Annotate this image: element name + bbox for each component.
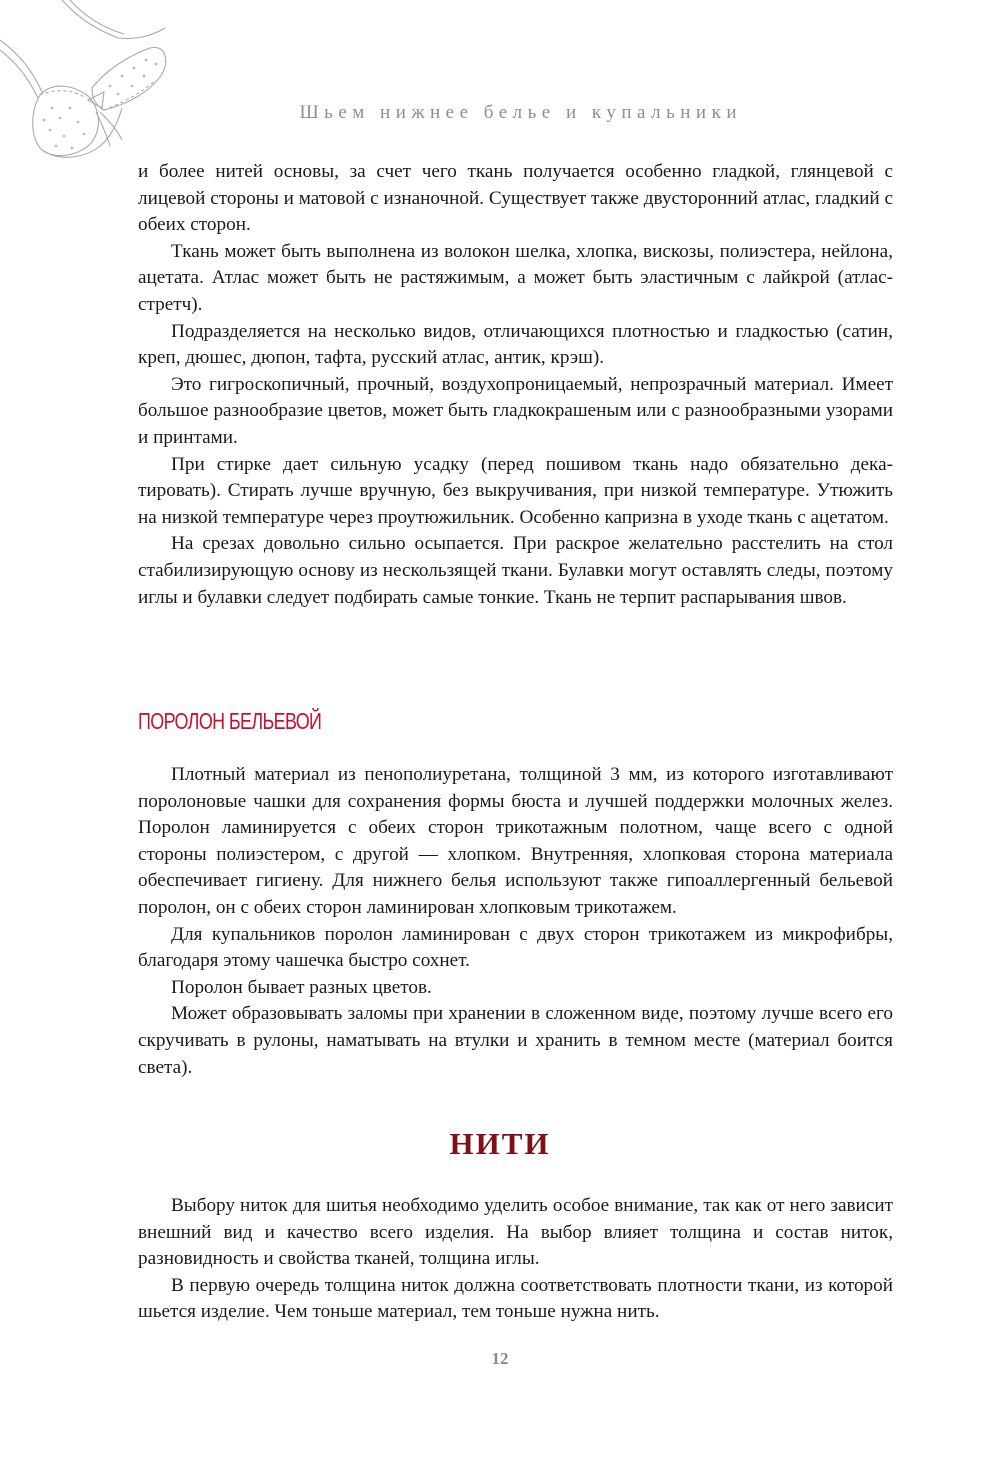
chapter-heading-threads: НИТИ — [449, 1126, 551, 1161]
paragraph: и более нитей основы, за счет чего ткань получается особенно гладкой, глянцевой с лицевой стороны и матовой с изнаночной. Существует также двусторонний атлас, гладкий с обеих сторон. — [138, 161, 893, 236]
section-threads — [138, 1193, 893, 1326]
paragraph: При стирке дает сильную усадку (перед пошивом ткань надо обязательно декатировать). Стирать лучше вручную, без выкручивания, при низкой температуре. Утюжить на низкой температуре через проутюжильник. Особенно капризна в уходе ткань с ацетатом. — [138, 453, 893, 528]
paragraph: Это гигроскопичный, прочный, воздухопроницаемый, непрозрачный материал. Имеет большое разнообразие цветов, может быть гладкокрашеным или с разнообразными узорами и принтами. — [138, 373, 893, 448]
paragraph: Подразделяется на несколько видов, отличающихся плотностью и гладкостью (сатин, креп, дюшес, дюпон, тафта, русский атлас, антик, крэш). — [138, 320, 893, 369]
paragraph: Ткань может быть выполнена из волокон шелка, хлопка, вискозы, полиэстера, нейлона, ацетата. Атлас может быть не растяжимым, а может быть эластичным с лайкрой (атлас-стретч). — [138, 240, 893, 315]
paragraph: На срезах довольно сильно осыпается. При раскрое желательно расстелить на стол стабилизирующую основу из нескользящей ткани. Булавки могут оставлять следы, поэтому иглы и булавки следует подбирать самые тонкие. Ткань не терпит распарывания швов. — [138, 533, 893, 608]
paragraph: В первую очередь толщина ниток должна соответствовать плотности ткани, из которой шьется изделие. Чем тоньше материал, тем тоньше нужна нить. — [138, 1274, 893, 1323]
bra-sketch-icon — [0, 0, 180, 170]
running-header: Шьем нижнее белье и купальники — [299, 102, 742, 123]
paragraph: Поролон бывает разных цветов. — [171, 976, 432, 998]
paragraph: Плотный материал из пенополиуретана, толщиной 3 мм, из которого изготавливают поролоновые чашки для сохранения формы бюста и лучшей поддержки молочных желез. Поролон ламинируется с обеих сторон трикотажным полотном, чаще всего с одной стороны полиэстером, с другой — хлопком. Внутренняя, хлопковая сторона материала обеспечивает гигиену. Для нижнего белья используют также гипоаллергенный бельевой поролон, он с обеих сторон ламинирован хлопковым трикотажем. — [138, 764, 893, 918]
page-number: 12 — [491, 1349, 509, 1368]
section-foam — [138, 762, 893, 1081]
section-satin — [138, 159, 893, 611]
paragraph: Выбору ниток для шитья необходимо уделить особое внимание, так как от него зависит внешний вид и качество всего изделия. На выбор влияет толщина и состав ниток, разновидность и свойства тканей, толщина иглы. — [138, 1195, 893, 1270]
section-heading-foam: ПОРОЛОН БЕЛЬЕВОЙ — [138, 708, 322, 734]
paragraph: Для купальников поролон ламинирован с двух сторон трикотажем из микрофибры, благодаря этому чашечка быстро сохнет. — [138, 923, 893, 972]
paragraph: Может образовывать заломы при хранении в сложенном виде, поэтому лучше всего его скручивать в рулоны, наматывать на втулки и хранить в темном месте (материал боится света). — [138, 1003, 893, 1078]
